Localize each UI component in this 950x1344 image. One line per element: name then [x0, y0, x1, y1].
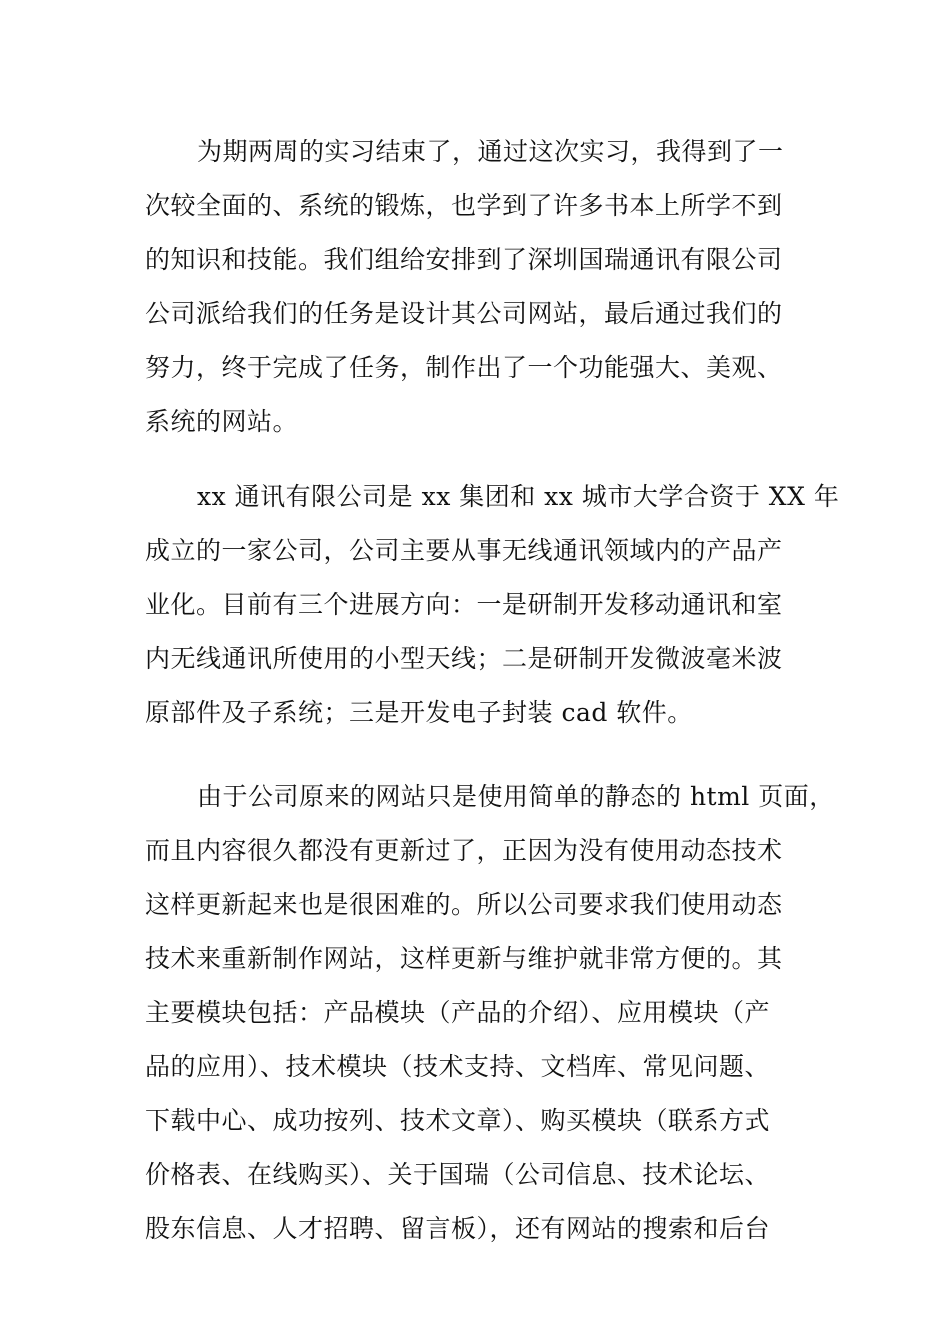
paragraph-line: 而且内容很久都没有更新过了，正因为没有使用动态技术	[145, 836, 783, 865]
paragraph-internship-summary	[145, 125, 825, 449]
paragraph-line: 这样更新起来也是很困难的。所以公司要求我们使用动态	[145, 890, 783, 919]
paragraph-line: 为期两周的实习结束了，通过这次实习，我得到了一	[197, 137, 784, 166]
paragraph-line: 成立的一家公司，公司主要从事无线通讯领域内的产品产	[145, 536, 783, 565]
paragraph-line: 公司派给我们的任务是设计其公司网站，最后通过我们的	[145, 299, 783, 328]
paragraph-line: 原部件及子系统；三是开发电子封装 cad 软件。	[145, 698, 693, 727]
paragraph-line: 次较全面的、系统的锻炼，也学到了许多书本上所学不到	[145, 191, 783, 220]
paragraph-line: 主要模块包括：产品模块（产品的介绍）、应用模块（产	[145, 998, 771, 1027]
paragraph-line: 技术来重新制作网站，这样更新与维护就非常方便的。其	[145, 944, 783, 973]
paragraph-line: xx 通讯有限公司是 xx 集团和 xx 城市大学合资于 XX 年	[197, 482, 840, 511]
paragraph-line: 价格表、在线购买）、关于国瑞（公司信息、技术论坛、	[145, 1160, 771, 1189]
paragraph-line: 的知识和技能。我们组给安排到了深圳国瑞通讯有限公司	[145, 245, 783, 274]
paragraph-website-modules	[145, 770, 835, 1256]
paragraph-line: 由于公司原来的网站只是使用简单的静态的 html 页面，	[197, 782, 835, 811]
paragraph-line: 下载中心、成功按列、技术文章）、购买模块（联系方式	[145, 1106, 771, 1135]
paragraph-line: 业化。目前有三个进展方向：一是研制开发移动通讯和室	[145, 590, 783, 619]
paragraph-line: 股东信息、人才招聘、留言板），还有网站的搜索和后台	[145, 1214, 771, 1243]
paragraph-line: 系统的网站。	[145, 407, 299, 436]
paragraph-company-intro	[145, 470, 840, 740]
paragraph-line: 努力，终于完成了任务，制作出了一个功能强大、美观、	[145, 353, 783, 382]
paragraph-line: 内无线通讯所使用的小型天线；二是研制开发微波毫米波	[145, 644, 783, 673]
paragraph-line: 品的应用）、技术模块（技术支持、文档库、常见问题、	[145, 1052, 771, 1081]
